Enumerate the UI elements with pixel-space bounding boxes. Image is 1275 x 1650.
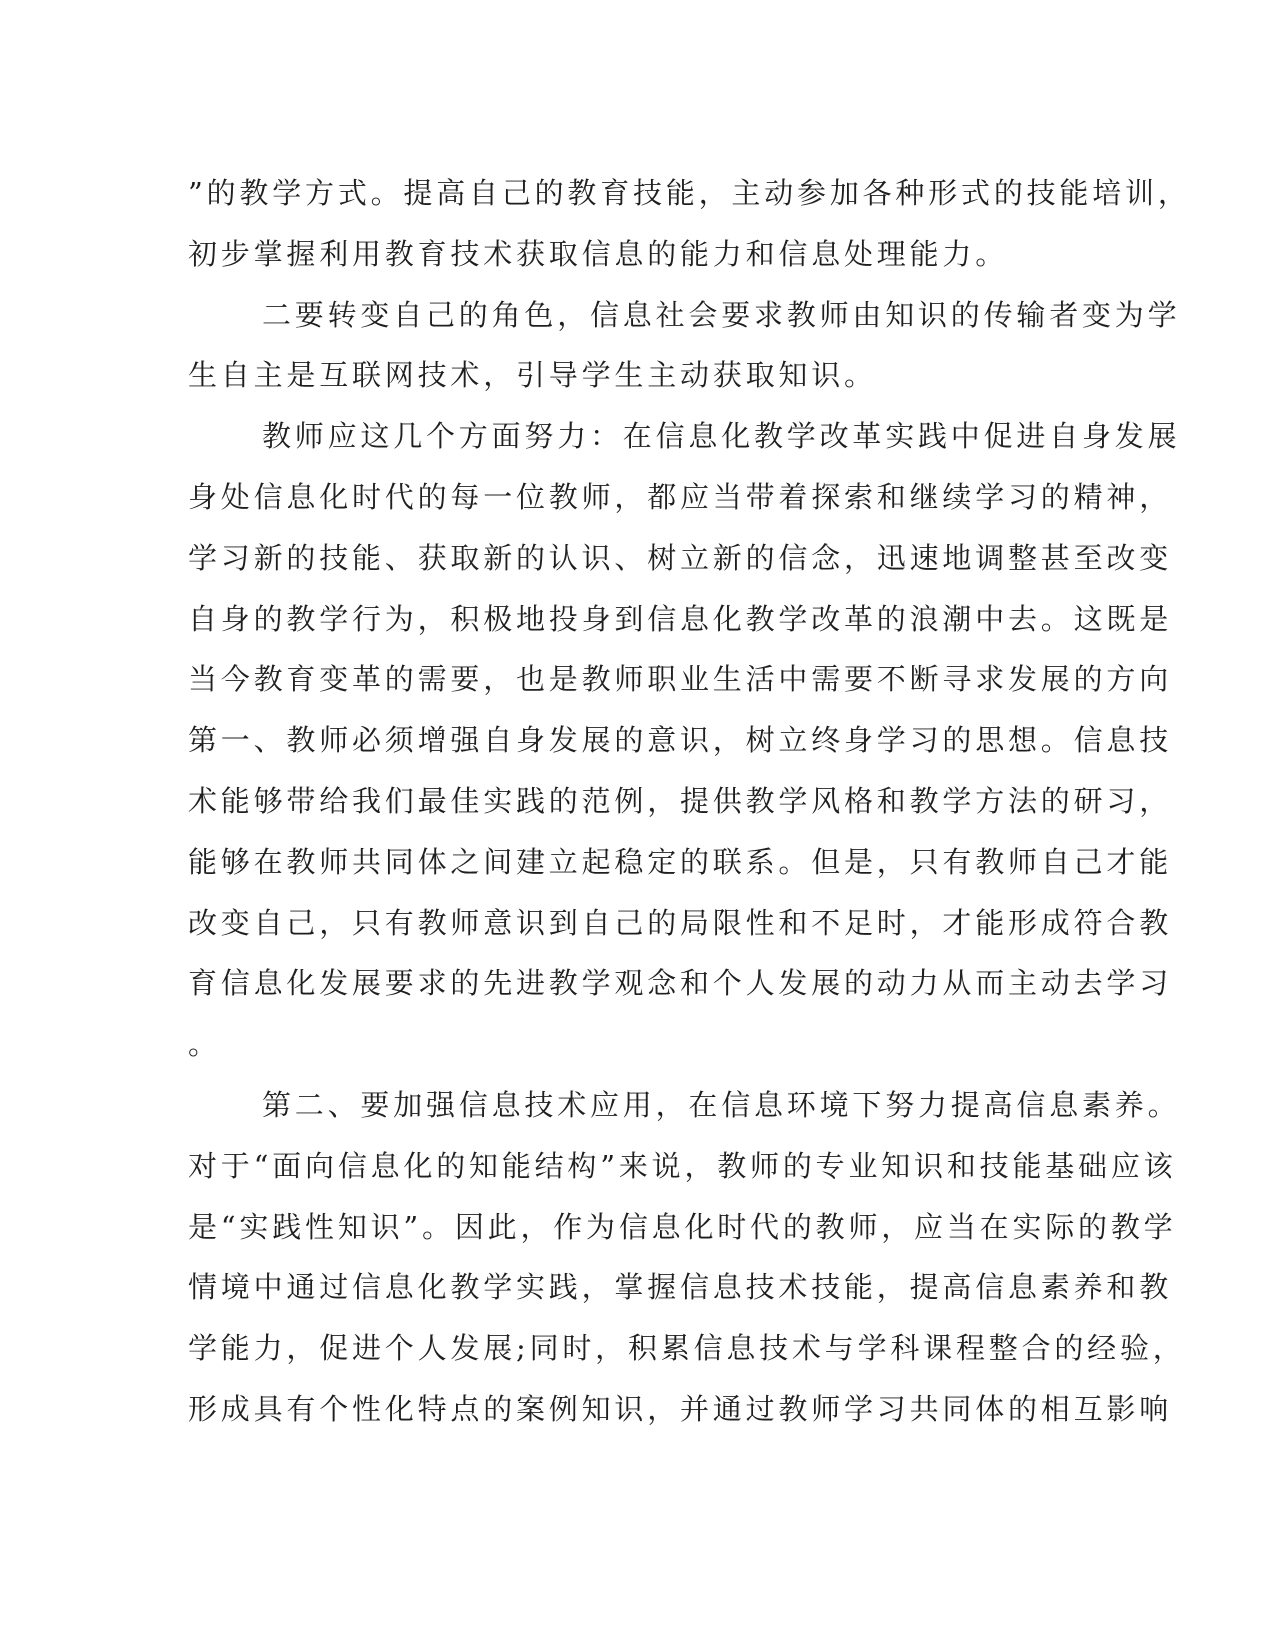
text-line: ”的教学方式。提高自己的教育技能，主动参加各种形式的技能培训， — [188, 176, 1191, 210]
text-line: 对于“面向信息化的知能结构”来说，教师的专业知识和技能基础应该 — [188, 1148, 1177, 1183]
text-line: 情境中通过信息化教学实践，掌握信息技术技能，提高信息素养和教 — [188, 1270, 1173, 1305]
text-line: 。 — [188, 1027, 221, 1062]
text-line: 形成具有个性化特点的案例知识，并通过教师学习共同体的相互影响 — [188, 1391, 1173, 1426]
text-line: 能够在教师共同体之间建立起稳定的联系。但是，只有教师自己才能 — [188, 844, 1173, 879]
text-line: 改变自己，只有教师意识到自己的局限性和不足时，才能形成符合教 — [188, 905, 1173, 940]
text-line: 育信息化发展要求的先进教学观念和个人发展的动力从而主动去学习 — [188, 966, 1173, 1001]
paragraph-first-line: 二要转变自己的角色，信息社会要求教师由知识的传输者变为学 — [262, 297, 1181, 332]
document-body — [188, 163, 1191, 1440]
text-line: 学能力，促进个人发展;同时，积累信息技术与学科课程整合的经验， — [188, 1331, 1186, 1366]
text-line: 术能够带给我们最佳实践的范例，提供教学风格和教学方法的研习， — [188, 783, 1173, 818]
text-line: 当今教育变革的需要，也是教师职业生活中需要不断寻求发展的方向 — [188, 662, 1173, 697]
text-line: 身处信息化时代的每一位教师，都应当带着探索和继续学习的精神， — [188, 479, 1173, 514]
text-line: 自身的教学行为，积极地投身到信息化教学改革的浪潮中去。这既是 — [188, 601, 1173, 636]
paragraph-first-line: 教师应这几个方面努力：在信息化教学改革实践中促进自身发展 — [262, 419, 1181, 454]
text-line: 初步掌握利用教育技术获取信息的能力和信息处理能力。 — [188, 236, 1009, 271]
paragraph-first-line: 第二、要加强信息技术应用，在信息环境下努力提高信息素养。 — [262, 1087, 1181, 1122]
text-line: 学习新的技能、获取新的认识、树立新的信念，迅速地调整甚至改变 — [188, 540, 1173, 575]
text-line: 是“实践性知识”。因此，作为信息化时代的教师，应当在实际的教学 — [188, 1209, 1177, 1244]
text-line: 第一、教师必须增强自身发展的意识，树立终身学习的思想。信息技 — [188, 723, 1173, 758]
text-line: 生自主是互联网技术，引导学生主动获取知识。 — [188, 358, 877, 393]
